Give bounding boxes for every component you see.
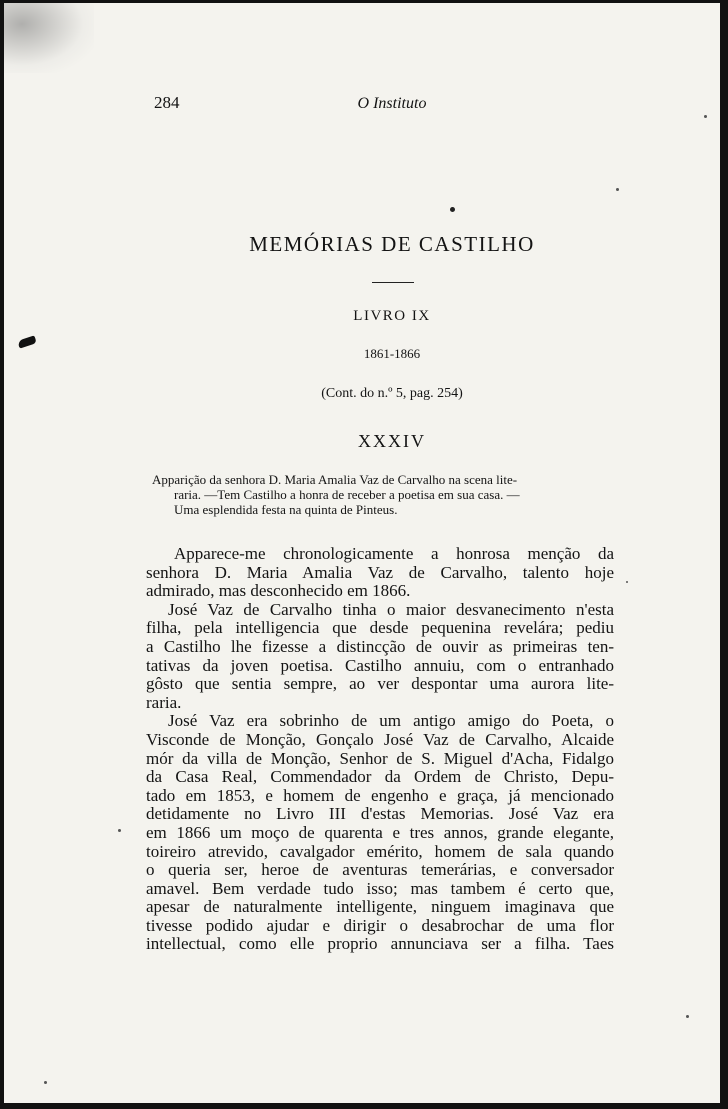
body-text xyxy=(146,545,614,954)
years-range: 1861-1866 xyxy=(363,346,421,361)
body-line: gôsto que sentia sempre, ao ver despontar uma aurora lite- xyxy=(146,674,614,694)
paper-speck xyxy=(626,581,628,583)
body-line: tativas da joven poetisa. Castilho annuiu, com o entranhado xyxy=(146,655,614,675)
body-line: filha, pela intelligencia que desde pequenina revelára; pediu xyxy=(146,618,614,638)
paper-speck xyxy=(616,188,619,191)
body-line: apesar de naturalmente intelligente, ninguem imaginava que xyxy=(146,897,614,917)
body-line: José Vaz de Carvalho tinha o maior desvanecimento n'esta xyxy=(168,599,614,619)
body-line: detidamente no Livro III d'estas Memorias. José Vaz era xyxy=(146,804,614,824)
journal-name: O Instituto xyxy=(357,95,427,112)
chapter-summary xyxy=(152,472,614,517)
paper-speck xyxy=(44,1081,47,1084)
book-page xyxy=(4,3,720,1103)
body-line: tivesse podido ajudar e dirigir o desabrochar de uma flor xyxy=(146,915,614,935)
paper-speck xyxy=(118,829,121,832)
body-line: amavel. Bem verdade tudo isso; mas tambem é certo que, xyxy=(146,878,614,898)
body-line: admirado, mas desconhecido em 1866. xyxy=(146,581,411,601)
page-number: 284 xyxy=(154,93,180,112)
body-line: mór da villa de Monção, Senhor de S. Miguel d'Acha, Fidalgo xyxy=(146,748,614,768)
body-line: Apparece-me chronologicamente a honrosa menção da xyxy=(174,544,614,563)
chapter-number: XXXIV xyxy=(358,431,426,451)
title-rule xyxy=(372,282,414,283)
body-line: a Castilho lhe fizesse a distincção de ouvir as primeiras ten- xyxy=(146,636,614,656)
paper-speck xyxy=(704,115,707,118)
body-line: intellectual, como elle proprio annunciava ser a filha. Taes xyxy=(146,934,614,954)
body-line: tado em 1853, e homem de engenho e graça, já mencionado xyxy=(146,785,614,805)
body-line: em 1866 um moço de quarenta e tres annos, grande elegante, xyxy=(146,822,614,842)
paper-speck xyxy=(686,1015,689,1018)
summary-line: Apparição da senhora D. Maria Amalia Vaz de Carvalho na scena lite- xyxy=(152,472,518,487)
body-line: da Casa Real, Commendador da Ordem de Christo, Depu- xyxy=(146,767,614,787)
chapter-title: MEMÓRIAS DE CASTILHO xyxy=(249,232,535,256)
ink-dot xyxy=(450,207,455,212)
body-line: raria. xyxy=(146,692,182,712)
body-line: senhora D. Maria Amalia Vaz de Carvalho, talento hoje xyxy=(146,562,614,582)
book-label: LIVRO IX xyxy=(353,308,431,324)
body-line: o queria ser, heroe de aventuras temerárias, e conversador xyxy=(146,860,614,880)
summary-line: Uma esplendida festa na quinta de Pinteus. xyxy=(174,502,398,517)
body-line: Visconde de Monção, Gonçalo José Vaz de Carvalho, Alcaide xyxy=(146,729,614,749)
scan-smudge xyxy=(4,3,94,73)
summary-line: raria. —Tem Castilho a honra de receber a poetisa em sua casa. — xyxy=(174,487,520,502)
continuation-note: (Cont. do n.º 5, pag. 254) xyxy=(321,386,463,401)
running-head xyxy=(4,93,720,117)
body-line: toireiro atrevido, cavalgador emérito, homem de sala quando xyxy=(146,841,614,861)
body-line: José Vaz era sobrinho de um antigo amigo do Poeta, o xyxy=(168,711,614,731)
